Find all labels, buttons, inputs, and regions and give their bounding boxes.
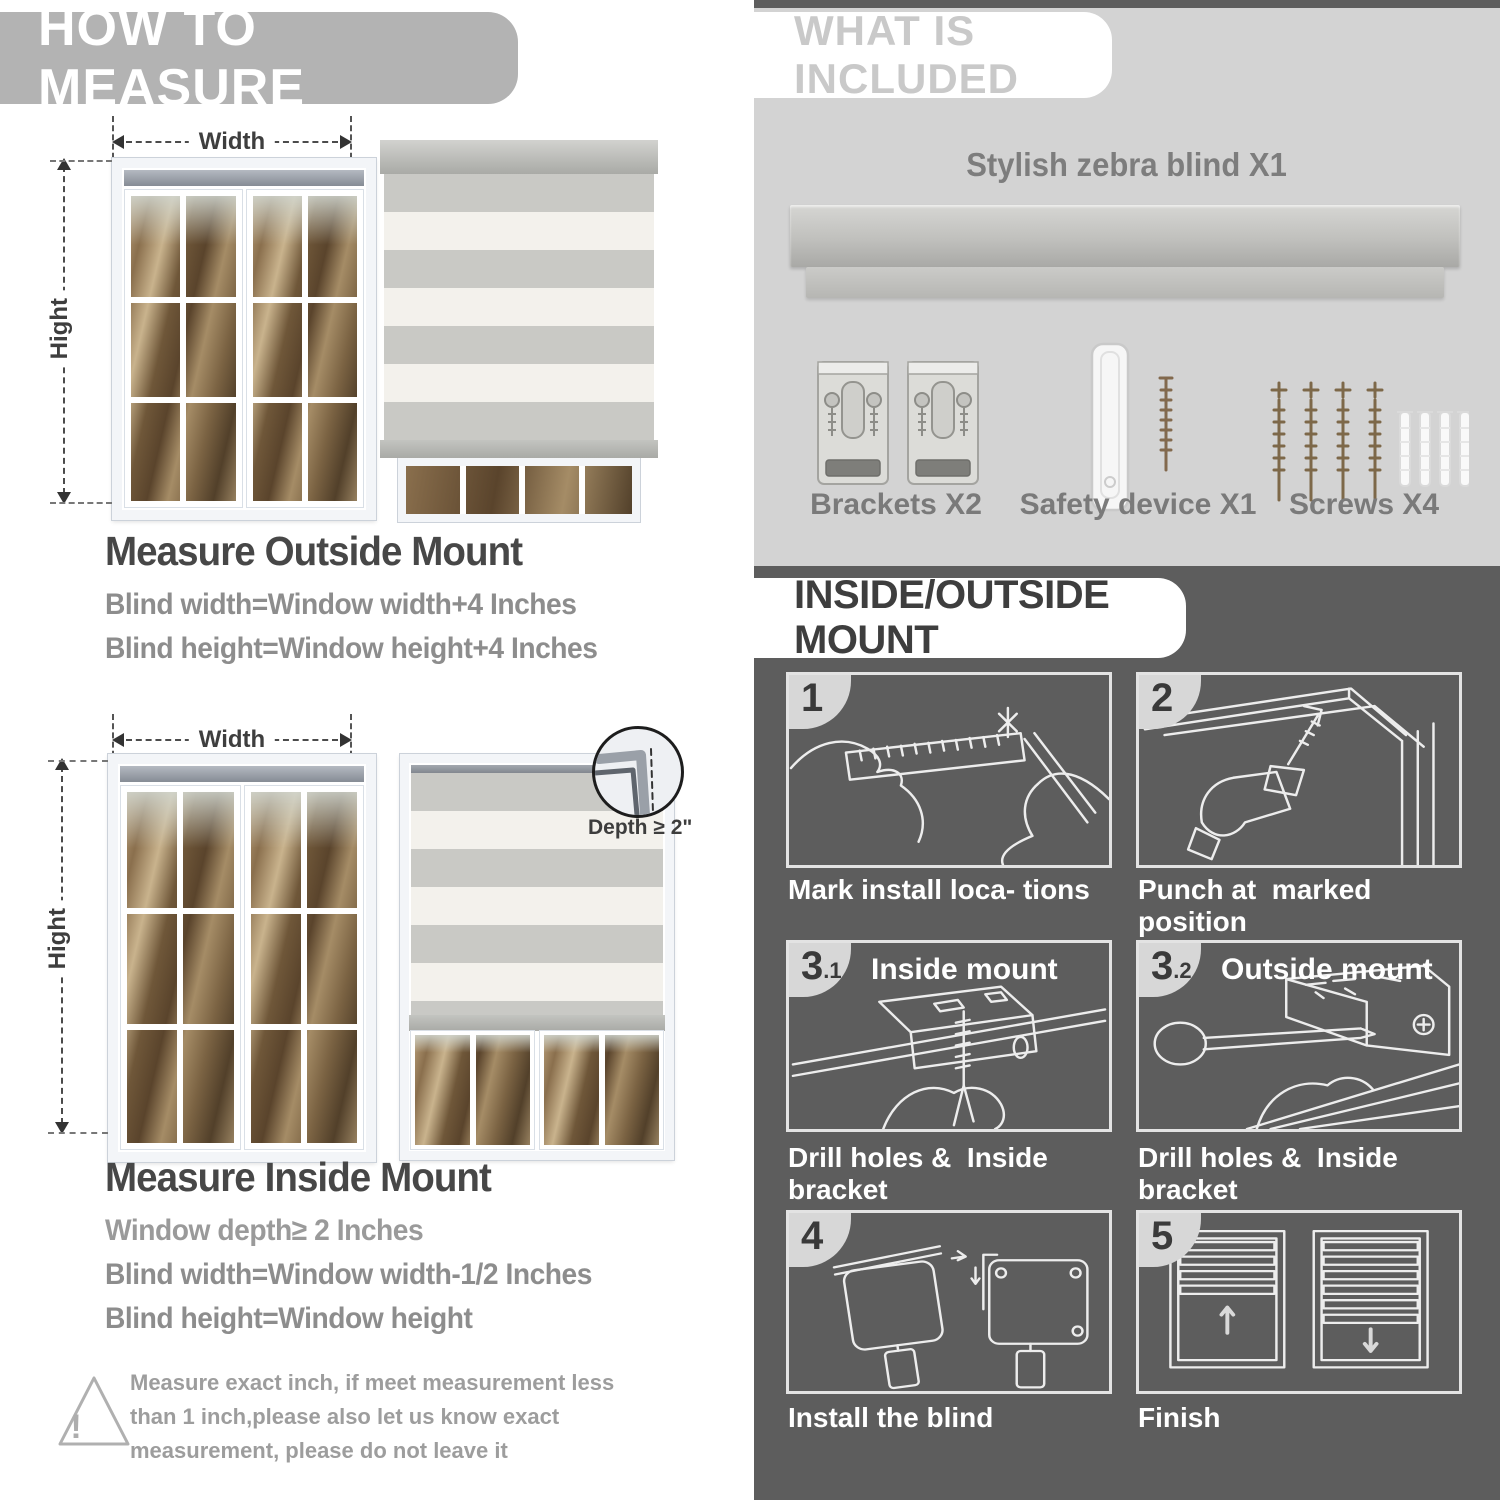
blind-fabric-stripes (384, 174, 654, 440)
inside-width-formula: Blind width=Window width-1/2 Inches (105, 1258, 592, 1291)
zebra-blind-outside-illustration (380, 140, 658, 510)
step-inner-title: Outside mount (1221, 953, 1433, 986)
step-caption-3-1: Drill holes & Inside bracket (788, 1142, 1056, 1205)
mount-title: INSIDE/OUTSIDE MOUNT (794, 573, 1110, 662)
window-sash (125, 190, 242, 507)
window-top-frame (124, 170, 364, 186)
height-guide-bottom (48, 1132, 108, 1134)
width-label: Width (189, 726, 275, 754)
window-glass-below-blind (411, 1031, 663, 1149)
step-inner-title: Inside mount (871, 953, 1058, 986)
depth-detail-circle (592, 726, 684, 818)
step-box-3-1 (786, 940, 1112, 1132)
corner-depth-drawing (595, 729, 681, 815)
outside-mount-heading: Measure Outside Mount (105, 528, 523, 574)
blind-bottom-rail-product (806, 267, 1444, 298)
window-top-frame (120, 766, 364, 782)
width-measure-arrow-outside (112, 128, 352, 156)
how-to-measure-header-badge (0, 0, 518, 117)
height-guide-top (48, 760, 108, 762)
window-peek-below-blind (398, 458, 640, 522)
step-caption-4: Install the blind (788, 1402, 994, 1433)
safety-device-label: Safety device X1 (1019, 488, 1257, 521)
warning-note: Measure exact inch, if meet measurement less than 1 inch,please also let us know exact measurement, please do not leave it (130, 1370, 615, 1464)
outside-width-formula: Blind width=Window width+4 Inches (105, 588, 577, 621)
step-caption-5: Finish (1138, 1402, 1221, 1433)
step-number-badge: 5 (1139, 1213, 1201, 1267)
step-box-5 (1136, 1210, 1462, 1394)
step-number-badge: 3 .2 (1139, 943, 1201, 997)
blind-headrail (380, 140, 658, 174)
height-label-inside: Hight (44, 900, 72, 977)
width-label: Width (189, 128, 275, 156)
window-photo-outside (112, 158, 376, 520)
height-label-outside: Hight (46, 290, 74, 367)
window-sash (245, 786, 364, 1149)
blind-bottom-rail (380, 440, 658, 458)
inside-mount-heading: Measure Inside Mount (105, 1154, 491, 1200)
window-photo-inside (108, 754, 376, 1162)
step-number-badge: 2 (1139, 675, 1201, 729)
how-to-measure-title: HOW TO MEASURE (38, 0, 306, 117)
mount-header-badge (754, 573, 1186, 662)
screws-label: Screws X4 (1288, 488, 1440, 521)
window-sash (121, 786, 240, 1149)
step-number-badge: 4 (789, 1213, 851, 1267)
window-sashes (121, 786, 363, 1149)
height-guide-top (50, 160, 112, 162)
height-guide-bottom (50, 502, 112, 504)
inside-depth-formula: Window depth≥ 2 Inches (105, 1214, 424, 1247)
step-caption-1: Mark install loca- tions (788, 874, 1090, 905)
warning-exclamation: ! (70, 1408, 82, 1446)
step-box-2 (1136, 672, 1462, 868)
step-box-4 (786, 1210, 1112, 1394)
depth-requirement-label: Depth ≥ 2" (588, 816, 693, 839)
what-is-included-title: WHAT IS INCLUDED (794, 7, 1019, 102)
product-title: Stylish zebra blind X1 (966, 146, 1288, 183)
step-box-3-2 (1136, 940, 1462, 1132)
step-number-badge: 3 .1 (789, 943, 851, 997)
width-measure-arrow-inside (112, 726, 352, 754)
step-caption-2: Punch at marked position (1138, 874, 1380, 937)
window-sashes (125, 190, 363, 507)
blind-headrail-product (790, 205, 1460, 267)
step-box-1 (786, 672, 1112, 868)
brackets-label: Brackets X2 (810, 488, 982, 521)
window-sash (247, 190, 364, 507)
inside-height-formula: Blind height=Window height (105, 1302, 473, 1335)
step-number-badge: 1 (789, 675, 851, 729)
blind-bottom-rail (409, 1015, 665, 1031)
what-is-included-header-badge (754, 7, 1112, 102)
outside-height-formula: Blind height=Window height+4 Inches (105, 632, 598, 665)
step-caption-3-2: Drill holes & Inside bracket (1138, 1142, 1406, 1205)
